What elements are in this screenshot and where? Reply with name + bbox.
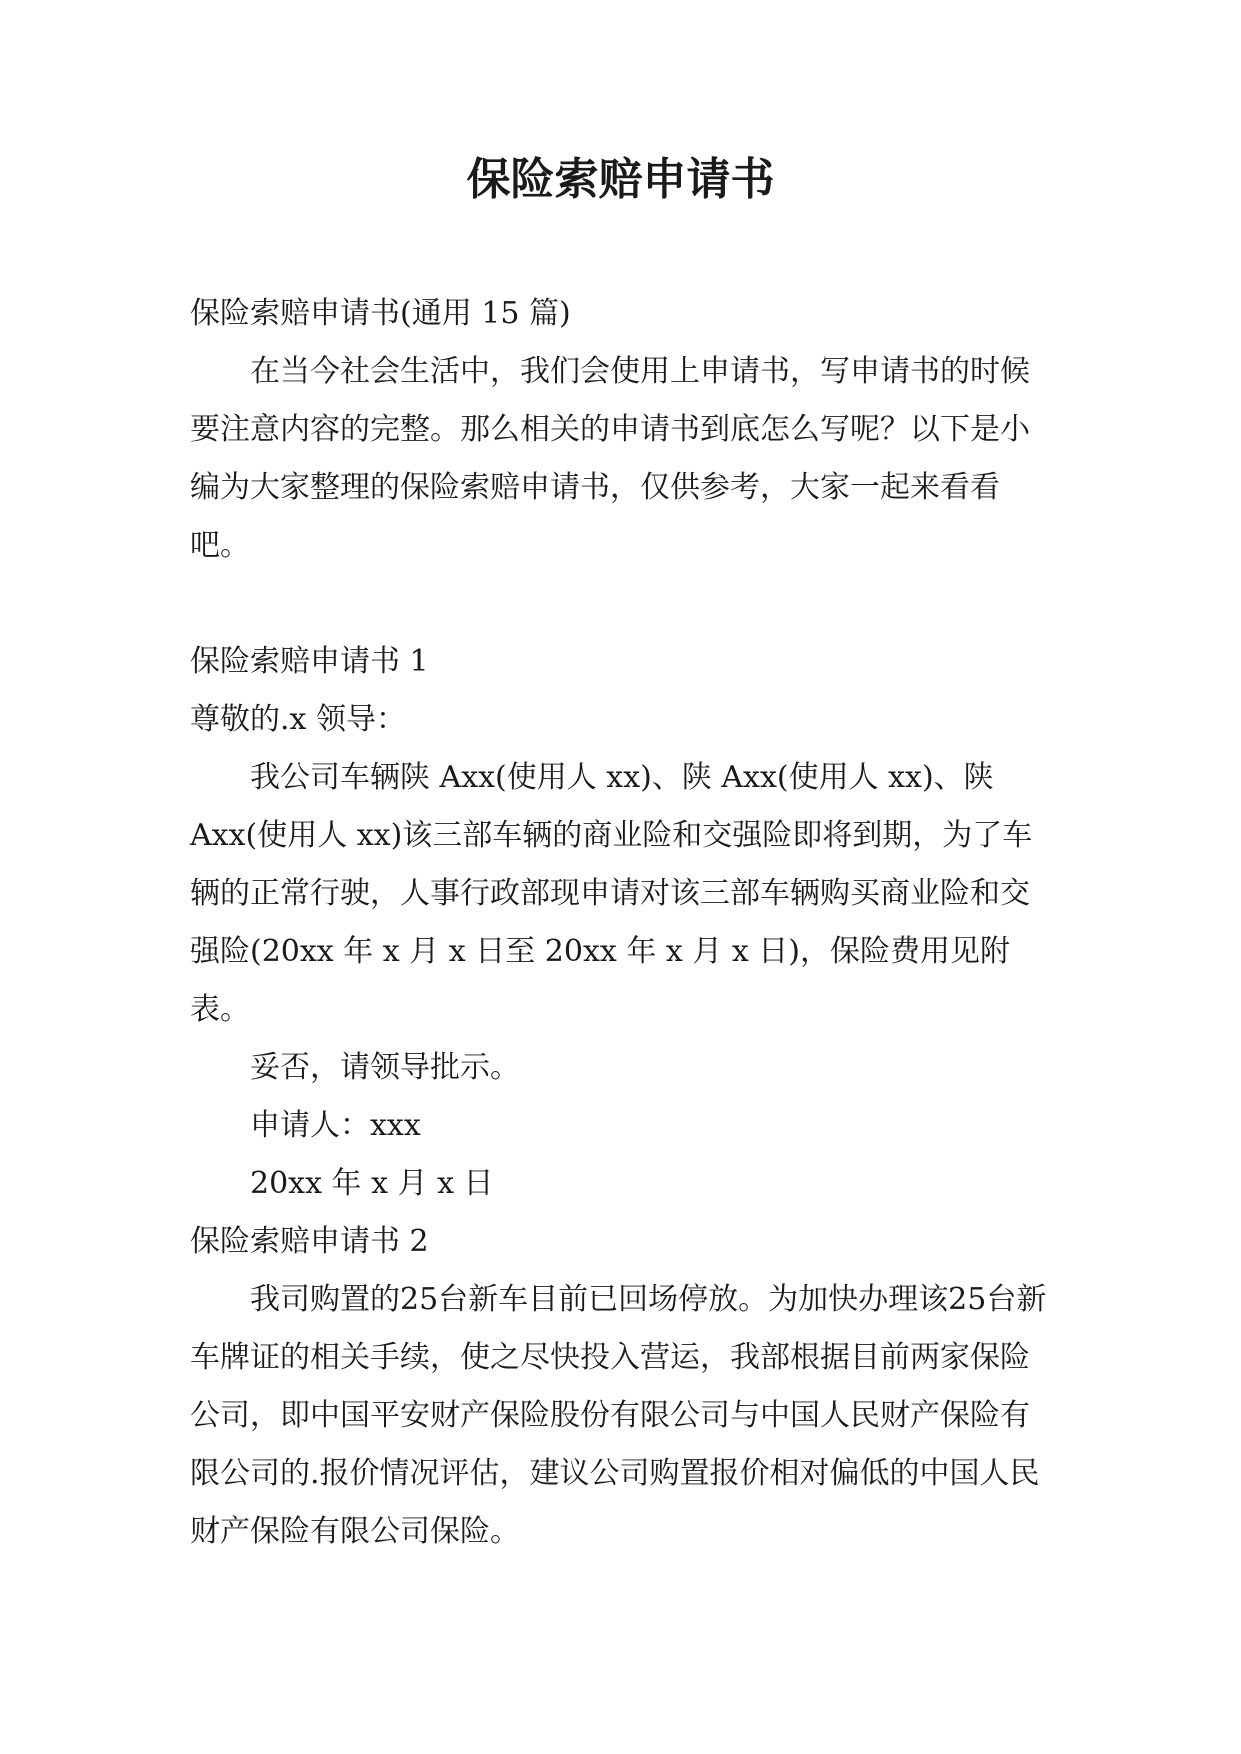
document-body [190, 285, 1050, 1561]
section1-salutation: 尊敬的.x 领导： [190, 702, 406, 737]
spacer [190, 575, 1050, 633]
section1-request: 妥否，请领导批示。 [250, 1050, 520, 1085]
section2-body: 我司购置的25台新车目前已回场停放。为加快办理该25台新车牌证的相关手续，使之尽快投入营运，我部根据目前两家保险公司，即中国平安财产保险股份有限公司与中国人民财产保险有限公司的.报价情况评估，建议公司购置报价相对偏低的中国人民财产保险有限公司保险。 [190, 1282, 1047, 1549]
section2-heading: 保险索赔申请书 2 [190, 1224, 429, 1259]
document-title: 保险索赔申请书 [466, 154, 775, 205]
intro-paragraph: 在当今社会生活中，我们会使用上申请书，写申请书的时候要注意内容的完整。那么相关的申请书到底怎么写呢？以下是小编为大家整理的保险索赔申请书，仅供参考，大家一起来看看吧。 [190, 354, 1030, 563]
intro-heading: 保险索赔申请书(通用 15 篇) [190, 296, 571, 331]
section1-body: 我公司车辆陕 Axx(使用人 xx)、陕 Axx(使用人 xx)、陕 Axx(使用人 xx)该三部车辆的商业险和交强险即将到期，为了车辆的正常行驶，人事行政部现申请对该三部车辆购买商业险和交强险(20xx 年 x 月 x 日至 20xx 年 x 月 x 日)，保险费用见附表。 [190, 760, 1033, 1027]
section1-applicant: 申请人：xxx [250, 1108, 421, 1143]
section1-date: 20xx 年 x 月 x 日 [250, 1166, 494, 1201]
section1-heading: 保险索赔申请书 1 [190, 644, 429, 679]
